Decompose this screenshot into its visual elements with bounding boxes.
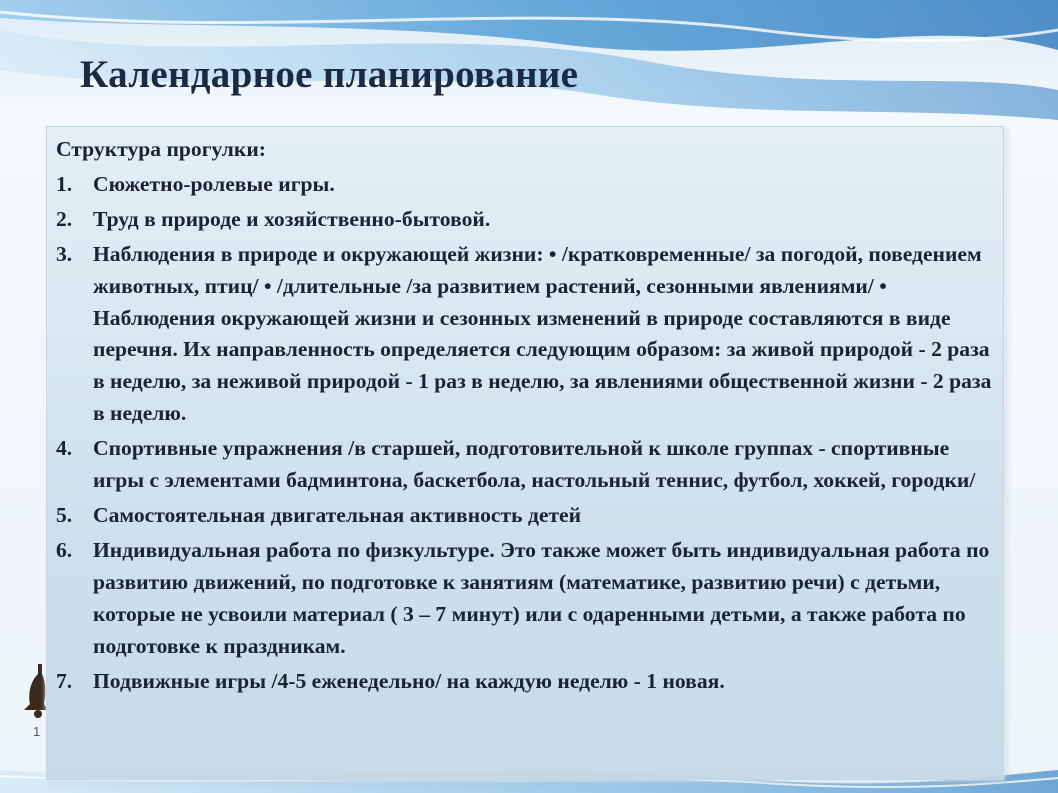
item-number: 2.	[56, 206, 73, 231]
list-item	[56, 500, 995, 532]
item-text: Наблюдения в природе и окружающей жизни: • /кратковременные/ за погодой, поведением животных, птиц/ • /длительные /за развитием растений, сезонными явлениями/ • Наблюдения окружающей жизни и сезонных изменений в природе составляются в виде перечня. Их направленность определяется следующим образом: за живой природой - 2 раза в неделю, за неживой природой - 1 раз в неделю, за явлениями общественной жизни - 2 раза в неделю.	[93, 241, 992, 426]
slide-title: Календарное планирование	[80, 53, 579, 96]
page-number: 1	[33, 724, 41, 739]
item-text: Подвижные игры /4-5 еженедельно/ на каждую неделю - 1 новая.	[93, 668, 725, 693]
item-text: Труд в природе и хозяйственно-бытовой.	[93, 206, 491, 231]
item-number: 6.	[56, 537, 73, 562]
list-item	[56, 169, 995, 201]
item-text: Спортивные упражнения /в старшей, подготовительной к школе группах - спортивные игры с элементами бадминтона, баскетбола, настольный теннис, футбол, хоккей, городки/	[93, 436, 976, 493]
list-item	[56, 535, 995, 663]
list-item	[56, 204, 995, 236]
item-text: Индивидуальная работа по физкультуре. Это также может быть индивидуальная работа по развитию движений, по подготовке к занятиям (математике, развитию речи) с детьми, которые не усвоили материал ( 3 – 7 минут) или с одаренными детьми, а также работа по подготовке к праздникам.	[93, 537, 990, 658]
list-item	[56, 239, 995, 430]
item-text: Сюжетно-ролевые игры.	[93, 171, 335, 196]
item-number: 1.	[56, 171, 73, 196]
walk-structure-list	[56, 169, 995, 698]
list-item	[56, 666, 995, 698]
item-text: Самостоятельная двигательная активность детей	[93, 502, 582, 527]
item-number: 3.	[56, 241, 73, 266]
item-number: 4.	[56, 436, 73, 461]
list-item	[56, 433, 995, 497]
item-number: 5.	[56, 502, 73, 527]
item-number: 7.	[56, 668, 73, 693]
bell-icon	[18, 660, 48, 720]
intro-text: Структура прогулки:	[56, 137, 266, 161]
content-box	[46, 126, 1004, 780]
